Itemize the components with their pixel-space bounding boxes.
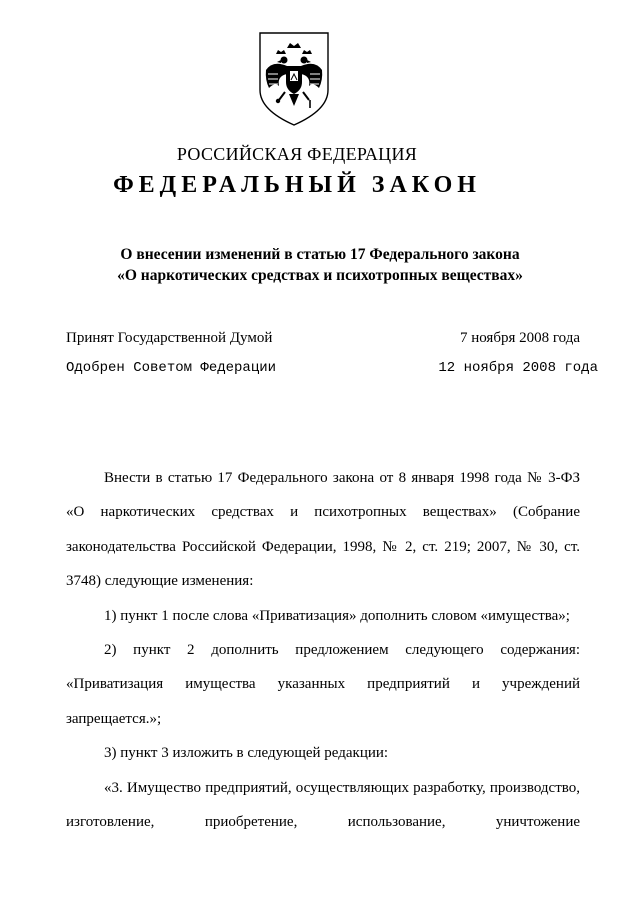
law-type-heading: ФЕДЕРАЛЬНЫЙ ЗАКОН: [113, 172, 481, 198]
duma-adoption-label: Принят Государственной Думой: [66, 330, 273, 346]
law-title-line-2: «О наркотических средствах и психотропных веществах»: [117, 267, 523, 284]
law-body: [66, 461, 580, 839]
coat-of-arms-emblem: [257, 30, 331, 128]
law-title-line-1: О внесении изменений в статью 17 Федерального закона: [120, 246, 520, 263]
body-intro-paragraph: Внести в статью 17 Федерального закона от 8 января 1998 года № 3-ФЗ «О наркотических средствах и психотропных веществах» (Собрание законодательства Российской Федерации, 1998, № 2, ст. 219; 2007, № 30, ст. 3748) следующие изменения:: [66, 470, 580, 590]
amendment-item-3: 3) пункт 3 изложить в следующей редакции:: [104, 745, 389, 762]
amendment-item-2: 2) пункт 2 дополнить предложением следующего содержания: «Приватизация имущества указанных предприятий и учреждений запрещается.»;: [66, 642, 580, 727]
duma-adoption-row: [66, 330, 600, 352]
council-approval-date: 12 ноября 2008 года: [438, 360, 598, 376]
country-name: РОССИЙСКАЯ ФЕДЕРАЦИЯ: [176, 144, 418, 164]
duma-adoption-date: 7 ноября 2008 года: [459, 330, 580, 346]
council-approval-label: Одобрен Советом Федерации: [66, 360, 277, 376]
amendment-item-1: 1) пункт 1 после слова «Приватизация» дополнить словом «имущества»;: [104, 607, 570, 624]
quoted-clause-3: «3. Имущество предприятий, осуществляющих разработку, производство, изготовление, приобретение, использование, уничтожение: [66, 779, 580, 831]
council-approval-row: [66, 360, 600, 382]
law-title: [0, 244, 640, 286]
double-headed-eagle-icon: [257, 30, 331, 128]
